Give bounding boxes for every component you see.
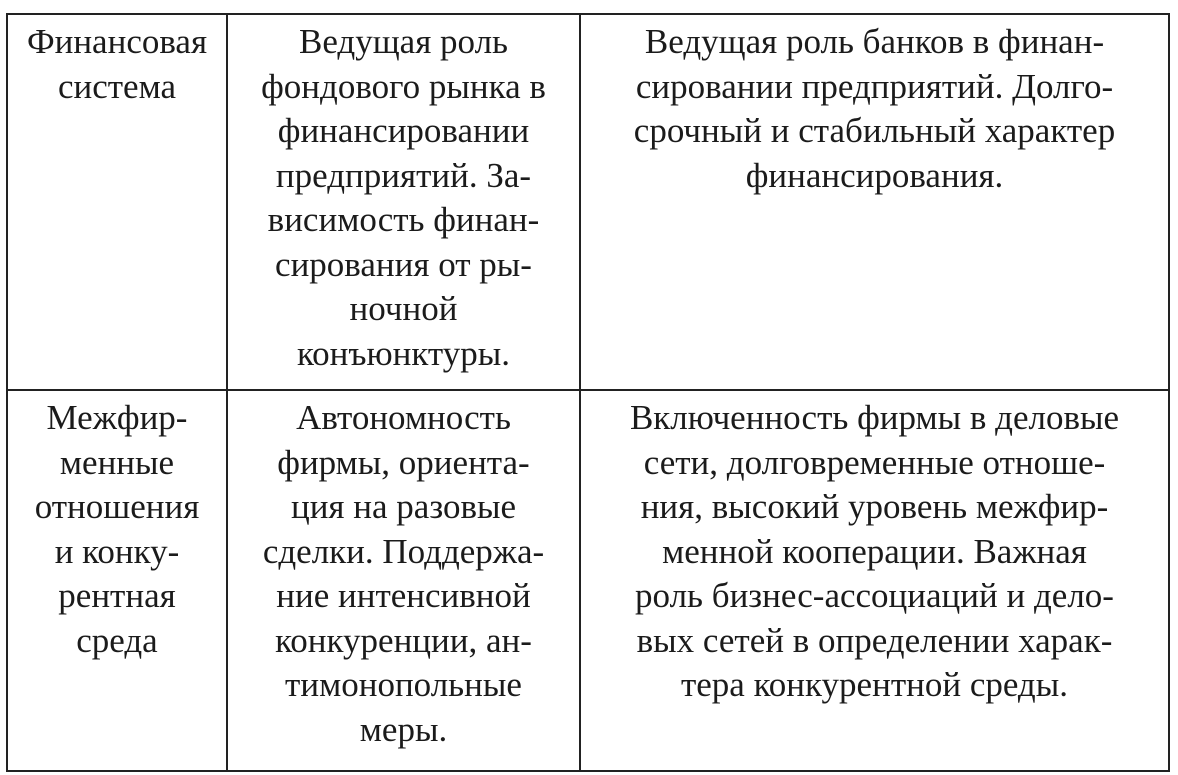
text-line: висимость финан- [267, 200, 540, 239]
comparison-table [6, 13, 1170, 772]
market-model-cell [227, 390, 580, 771]
text-line: и конку- [54, 531, 180, 571]
text-line: сети, долговременные отноше- [643, 442, 1106, 482]
text-line: среда [76, 620, 158, 660]
text-line: система [57, 66, 177, 106]
text-line: сделки. Поддержа- [262, 531, 545, 571]
text-line: Ведущая роль банков в финан- [644, 22, 1105, 61]
text-line: Межфир- [46, 398, 188, 437]
market-model-cell [227, 14, 580, 390]
text-line: ция на разовые [290, 487, 517, 526]
text-line: Финансовая [26, 22, 208, 61]
text-line: менные [59, 442, 175, 482]
row-label-cell [7, 390, 227, 771]
table-row [7, 14, 1169, 390]
text-line: роль бизнес-ассоциаций и дело- [635, 576, 1114, 615]
network-model-cell [580, 390, 1169, 771]
text-line: финансировании [277, 111, 530, 150]
text-line: тера конкурентной среды. [680, 665, 1069, 704]
text-line: Автономность [296, 398, 511, 437]
text-line: предприятий. За- [275, 155, 532, 195]
text-line: отношения [34, 487, 200, 526]
table-row [7, 390, 1169, 771]
text-line: сировании предприятий. Долго- [635, 66, 1114, 106]
text-line: финансирования. [745, 155, 1004, 195]
text-line: конъюнктуры. [296, 333, 511, 373]
row-label-cell [7, 14, 227, 390]
text-line: менной кооперации. Важная [662, 531, 1087, 571]
text-line: конкуренции, ан- [275, 620, 532, 660]
text-line: Включенность фирмы в деловые [629, 398, 1120, 437]
text-line: рентная [58, 576, 176, 615]
text-line: фирмы, ориента- [277, 442, 530, 482]
network-model-cell [580, 14, 1169, 390]
text-line: срочный и стабильный характер [633, 111, 1116, 150]
text-line: вых сетей в определении харак- [636, 620, 1113, 660]
text-line: Ведущая роль [298, 22, 509, 61]
text-line: тимонопольные [285, 665, 522, 704]
text-line: фондового рынка в [261, 66, 546, 106]
text-line: сирования от ры- [275, 244, 532, 284]
text-line: ночной [349, 289, 458, 328]
text-line: меры. [359, 709, 448, 749]
text-line: ния, высокий уровень межфир- [640, 487, 1109, 526]
text-line: ние интенсивной [276, 576, 531, 615]
